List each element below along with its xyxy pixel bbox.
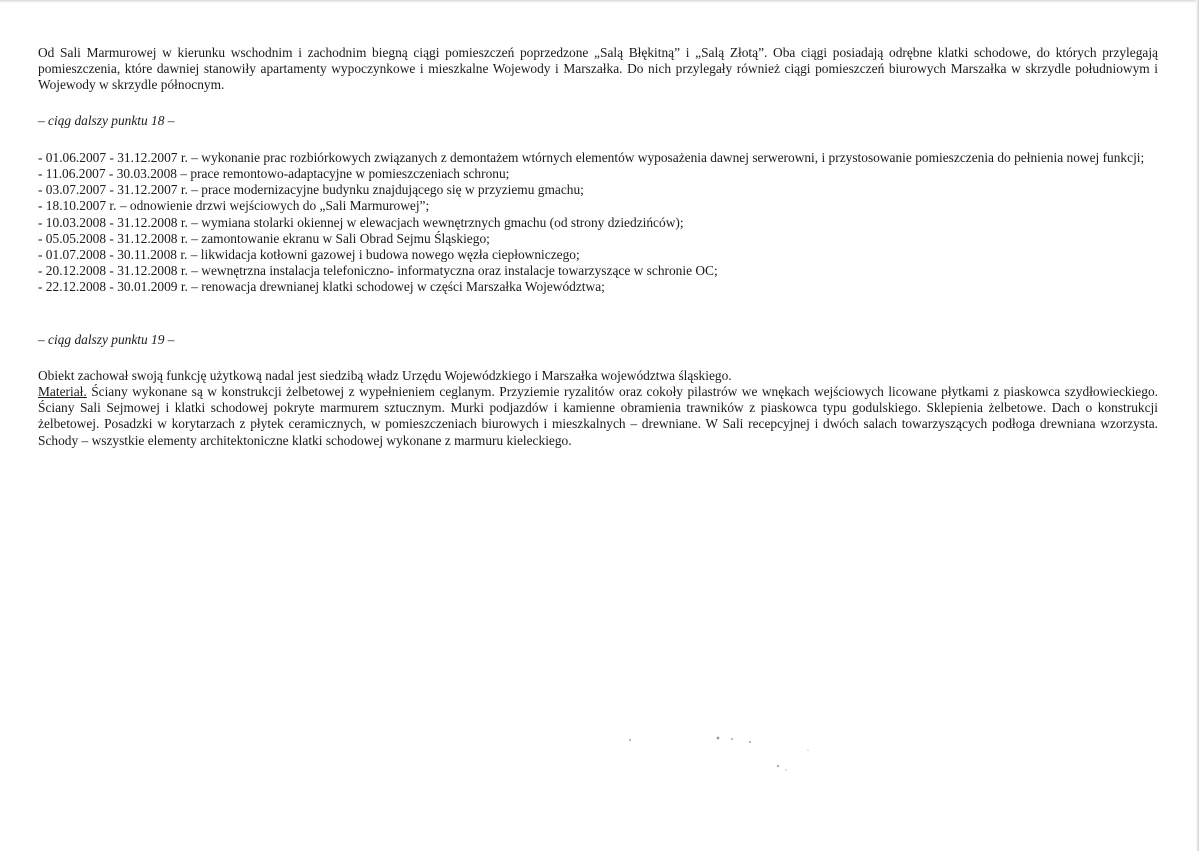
list-item: - 22.12.2008 - 30.01.2009 r. – renowacja drewnianej klatki schodowej w części Marszałka Województwa; xyxy=(38,279,605,295)
scan-specks xyxy=(600,720,840,810)
list-item: - 10.03.2008 - 31.12.2008 r. – wymiana stolarki okiennej w elewacjach wewnętrznych gmachu (od strony dziedzińców); xyxy=(38,214,684,230)
list-item: - 01.06.2007 - 31.12.2007 r. – wykonanie prac rozbiórkowych związanych z demontażem wtórnych elementów wyposażenia dawnej serwerowni, i przystosowanie pomieszczenia do pełnienia nowej funkcji; xyxy=(38,149,1145,165)
list-item: - 20.12.2008 - 31.12.2008 r. – wewnętrzna instalacja telefoniczno- informatyczna oraz instalacje towarzyszące w schronie OC; xyxy=(38,263,718,279)
function-paragraph: Obiekt zachował swoją funkcję użytkową nadal jest siedzibą władz Urzędu Wojewódzkiego i Marszałka województwa śląskiego. xyxy=(38,367,732,383)
list-item: - 03.07.2007 - 31.12.2007 r. – prace modernizacyjne budynku znajdującego się w przyziemu gmachu; xyxy=(38,182,584,198)
list-item: - 18.10.2007 r. – odnowienie drzwi wejściowych do „Sali Marmurowej”; xyxy=(38,198,430,214)
section-18-list xyxy=(38,150,1158,296)
material-text: Ściany wykonane są w konstrukcji żelbetowej z wypełnieniem ceglanym. Przyziemie ryzalitów oraz cokoły pilastrów we wnękach wejściowych licowane płytkami z piaskowca szydłowieckiego. Ściany Sali Sejmowej i klatki schodowej pokryte marmurem sztucznym. Murki podjazdów i kamienne obramienia trawników z piaskowca typu godulskiego. Sklepienia żelbetowe. Dach o konstrukcji żelbetowej. Posadzki w korytarzach z płytek ceramicznych, w pomieszczeniach biurowych i mieszkalnych – drewniane. W Sali recepcyjnej i dwóch salach towarzyszących podłoga drewniana wzorzysta. Schody – wszystkie elementy architektoniczne klatki schodowej wykonane z marmuru kieleckiego. xyxy=(38,384,1158,448)
section-18-heading: – ciąg dalszy punktu 18 – xyxy=(38,112,175,128)
material-paragraph xyxy=(38,384,1158,449)
intro-paragraph: Od Sali Marmurowej w kierunku wschodnim i zachodnim biegną ciągi pomieszczeń poprzedzone „Salą Błękitną” i „Salą Złotą”. Oba ciągi posiadają odrębne klatki schodowe, do których przylegają pomieszczenia, które dawniej stanowiły apartamenty wypoczynkowe i mieszkalne Wojewody i Marszałka. Do nich przylegały również ciągi pomieszczeń biurowych Marszałka w skrzydle południowym i Wojewody w skrzydle północnym. xyxy=(38,45,1158,93)
material-label: Materiał. xyxy=(38,384,87,400)
list-item: - 11.06.2007 - 30.03.2008 – prace remontowo-adaptacyjne w pomieszczeniach schronu; xyxy=(38,166,510,182)
list-item: - 01.07.2008 - 30.11.2008 r. – likwidacja kotłowni gazowej i budowa nowego węzła ciepłowniczego; xyxy=(38,247,580,263)
section-19-heading: – ciąg dalszy punktu 19 – xyxy=(38,331,175,347)
list-item: - 05.05.2008 - 31.12.2008 r. – zamontowanie ekranu w Sali Obrad Sejmu Śląskiego; xyxy=(38,230,490,246)
scan-top-edge xyxy=(0,0,1199,3)
document-page xyxy=(38,45,1158,449)
